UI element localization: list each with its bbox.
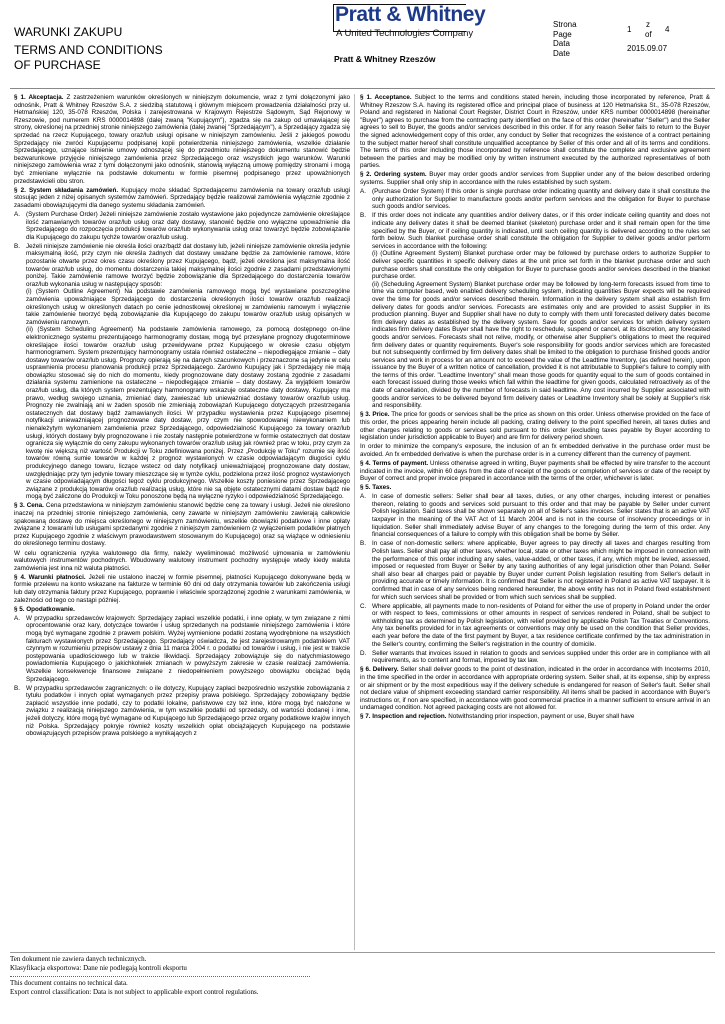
section-text: Jeżeli nie ustalono inaczej w formie pisemnej, płatności Kupującego dokonywane będą w formie przelewu na konto wskazane na fakturze w terminie 60 dni od daty otrzymania towarów lub zakończenia usługi lub daty otrzymania faktury przez Kupującego, poprawnie i właściwie sporządzonej zgodnie z warunkami zamówienia, w zależności od tego co nastąpi później. — [14, 573, 350, 604]
page-label: Page — [553, 29, 572, 39]
polish-column — [14, 94, 350, 950]
section-text: Subject to the terms and conditions stated herein, including those incorporated by reference, Pratt & Whitney Rzeszow S.A. having its registered office and principal place of business at 120 Hetmańska St., 35-078 Rzeszów, Poland and registered in National Court Register, District Court in Rzeszów, under KRS number 0000014898 (hereinafter "Buyer") agrees to purchase from the contracting party identified on the face of this order (hereinafter "Seller") and the Seller agrees to sell to Buyer, the goods and/or services described in this order. If for any reason Seller fails to return to the Buyer the signed acknowledgement copy of this order, any conduct by Seller that recognizes the existence of a contract pertaining to the subject matter hereof shall constitute unqualified acceptance by Seller of this order and all of its terms and conditions. The terms of this order including those incorporated by reference shall constitute the complete and exclusive agreement between the parties and may be modified only by written instrument executed by the authorized representatives of both parties. — [360, 94, 710, 170]
section-heading: § 3. Price. — [360, 411, 390, 419]
section-heading: § 1. Acceptance. — [360, 94, 412, 101]
section-5-pl — [14, 606, 350, 614]
section-text: In order to minimize the company's exposure, the inclusion of an fx embedded derivative in the purchase order must be avoided. An fx embedded derivative is when the purchase order is in a currency different than the currency of payment. — [360, 443, 710, 458]
subclause-i: (i) (System Outline Agreement) Na podstawie zamówienia ramowego mogą być wystawiane poszczególne zamówienia upoważniające Sprzedającego do dostarczenia określonych ilości towarów oraz/lub realizacji określonych usług w określonych datach po cenie jednostkowej określonej w zamówieniu ramowym i wyłącznie takie zamówienie tworzyć będą zobowiązanie dla Kupującego do zakupu towarów oraz/lub usług opisanych w zamówieniu ramowym. — [26, 288, 350, 326]
section-heading: § 3. Cena. — [14, 502, 44, 510]
of-label: of — [645, 29, 652, 39]
section-heading: § 4. Terms of payment. — [360, 459, 429, 467]
terms-body — [10, 94, 715, 950]
clause-5a-pl — [14, 615, 350, 683]
section-text: Kupujący może składać Sprzedającemu zamówienia na towary oraz/lub usługi stosując jeden z niżej opisanych systemów zamówień. Sprzedający będzie realizował zamówienia wyłącznie zgodnie z zasadami obowiązującymi dla danego systemu składania zamówień. — [14, 186, 350, 209]
clause-marker: B. — [14, 684, 20, 692]
company-name: Pratt & Whitney Rzeszów — [334, 54, 436, 64]
section-text: Unless otherwise agreed in writing, Buyer payments shall be effected by wire transfer to the account indicated in the invoice, within 60 days from the date of receipt of the goods or completion of services or date of the receipt by Buyer of correct and proper invoice prepared in accordance with the terms of the order, whichever is later. — [360, 459, 710, 483]
section-2-en — [360, 171, 710, 186]
clause-2a-pl — [14, 211, 350, 241]
title-english-line2: OF PURCHASE — [14, 58, 101, 72]
footer-en-line2: Export control classification: Data is not subject to applicable export control regulations. — [10, 988, 259, 996]
z-label: z — [646, 20, 650, 29]
clause-text: W przypadku sprzedawców zagranicznych: o ile dotyczy, Kupujący zapłaci bezpośrednio wszystkie zobowiązania z tytułu podatków i innych opłat wymaganych przez przepisy prawa polskiego. Sprzedający zobowiązany będzie zapłacić wszystkie inne podatki, czy to podatki lokalne, państwowe czy też inne, które mogą być nałożone w związku z realizacją niniejszego zamówienia, w tym wszelkie podatki od sprzedaży, od wartości dodanej i inne, jeżeli dotyczy, które mogą być wymagane od Kupującego lub Sprzedającego przez organy podatkowe krajów innych niż Polska. Sprzedający pokryje również koszty wszelkich opłat obciążających Kupującego na podstawie obowiązujących przepisów prawa polskiego a wynikających z — [26, 684, 350, 738]
clause-5a-en — [360, 493, 710, 539]
section-heading: § 6. Delivery. — [360, 666, 399, 674]
export-control-footer — [10, 955, 510, 997]
title-english-line1: TERMS AND CONDITIONS — [14, 43, 163, 57]
data-label: Data — [553, 39, 570, 48]
page-number: 1 — [627, 25, 632, 34]
pratt-whitney-logo: Pratt & Whitney — [335, 3, 486, 26]
title-polish: WARUNKI ZAKUPU — [14, 25, 123, 39]
clause-text: Seller warrants that invoices issued in relation to goods and services supplied under this order are in compliance with all requirements, as to content and format, imposed by tax law. — [372, 649, 710, 665]
section-text: Notwithstanding prior inspection, payment or use, Buyer shall have — [448, 713, 635, 721]
content-bottom-rule — [10, 952, 715, 953]
clause-text: In case of non-domestic sellers: where applicable, Buyer agrees to pay directly all taxes and charges resulting from Polish laws. Seller shall pay all other taxes, whether local, state or other taxes which might be imposed in connection with the performance of this order including any sales, value-added, or other taxes, if any, which might be levied, assessed, imposed or requested from Buyer or Seller by any taxing authorities of any legal jurisdiction other than Poland. Seller shall also bear all charges paid or payable by Buyer under current Polish legislation resulting from Seller's default in providing accurate or timely information. It is confirmed that Seller is not registered in Poland as active VAT taxpayer. It is confirmed that in case of any services being rendered hereunder, the above entity has not in Poland fixed establishment for which such services shall be provided or from which such services shall be supplied. — [372, 540, 710, 601]
section-4-pl — [14, 574, 350, 604]
clause-marker: B. — [360, 212, 366, 220]
column-divider — [354, 94, 355, 950]
footer-pl-line1: Ten dokument nie zawiera danych technicznych. — [10, 955, 147, 963]
clause-marker: C. — [360, 602, 367, 610]
clause-text: (System Purchase Order) Jeżeli niniejsze zamówienie zostało wystawione jako pojedyncze zamówienie określające ilość zamawianych towarów oraz/lub usług oraz daty dostawy, stanowić będzie ono wyłączne upoważnienie dla Sprzedającego do rozpoczęcia produkcji towarów oraz/lub wykonywania usług oraz towarzyć będzie zobowiązanie dla Kupującego do zakupu tychże towarów oraz/lub usług. — [26, 210, 350, 241]
clause-2b-en — [360, 212, 710, 409]
section-7-en — [360, 713, 710, 721]
section-1-en — [360, 94, 710, 170]
subclause-i: (i) (Outline Agreement System) Blanket purchase order may be followed by purchase orders to authorize Supplier to deliver specific quantities in specific delivery dates at the unit price set forth in the blanket purchase order and such purchase orders shall constitute the only obligation for Buyer to purchase goods and/or services described in the blanket purchase order. — [372, 250, 710, 281]
section-text: Seller shall deliver goods to the point of destination, indicated in the order in accordance with Incoterms 2010, in the time specified in the order in accordance with appropriate ordering system. Seller shall, at its expense, ship by express or air shipment or by the most expeditious way if the delivery schedule is endangered for reason of Seller's fault. Seller shall not declare value of shipment exceeding standard carrier responsibility. All items shall be packed in accordance with Buyer's instructions or, if non are specified, in accordance with good commercial practice in a manner sufficient to ensure arrival in an undamaged condition. Not agreed packaging costs are not allowed for. — [360, 666, 710, 712]
clause-5c-en — [360, 603, 710, 649]
clause-marker: B. — [14, 242, 20, 250]
footer-pl-line2: Klasyfikacja eksportowa: Dane nie podlegają kontroli eksportu — [10, 964, 187, 972]
clause-marker: B. — [360, 540, 366, 548]
english-column — [360, 94, 710, 950]
clause-text: If this order does not indicate any quantities and/or delivery dates, or if this order indicate ceiling quantity and does not indicate any delivery dates it shall be deemed blanket (skeleton) purchase order and it shall remain open for the time specified by the Buyer, or if ceiling quantity is indicated, until such ceiling quantity is delivered according to the rules set forth below. Such blanket purchase order shall constitute the obligation for Supplier to deliver goods and/or perform services in accordance with the following: — [372, 212, 710, 250]
section-heading: § 1. Akceptacja. — [14, 94, 64, 101]
clause-text: W przypadku sprzedawców krajowych: Sprzedający zapłaci wszelkie podatki, i inne opłaty, w tym związane z nimi oprocentowanie oraz kary, dotyczące towarów i usług sprzedanych na podstawie niniejszego zamówienia i które mogą być wymagane zgodnie z prawem polskim. Wyżej wymienione podatki zostaną wyodrębnione na wszystkich fakturach wystawionych przez Sprzedającego. Sprzedający oświadcza, że jest zarejestrowanym podatnikiem VAT czynnym w rozumieniu przepisów ustawy z dnia 11 marca 2004 r. o podatku od towarów i usług, i nie jest w trakcie postępowania upadłościowego lub w trakcie likwidacji. Sprzedający zobowiązuje się do natychmiastowego powiadomienia Kupującego o jakichkolwiek zmianach w powyższym zakresie w czasie realizacji zamówienia. Wszelkie konsekwencje finansowe związane z niedopełnieniem powyższego obowiązku obciążać będą Sprzedającego. — [26, 614, 350, 683]
clause-text: Where applicable, all payments made to non-residents of Poland for either the use of property in Poland under the order or with respect to fees, commissions or other amounts in respect of services rendered in Poland, shall be subject to withholding tax as determined by Polish legislation, with relief provided by applicable Polish Tax Treaties or Conventions. Any tax benefits provided for in tax agreements or conventions may only be used on the condition that Seller provides, each year before the date of the first payment by Buyer, a tax residence certificate confirmed by the tax administration in the Seller's country, confirming the Seller's registration in the country of domicile. — [372, 602, 710, 648]
section-text: The price for goods or services shall be the price as shown on this order. Unless otherwise provided on the face of this order, the prices appearing herein include all packing, crating delivery to the point specified herein, all taxes duties and other charges relating to goods or services sold pursuant to this order (excluding taxes payable by Buyer according to legislation under jurisdiction applicable to Buyer) and are firm for delivery period shown. — [360, 411, 710, 442]
clause-5b-en — [360, 540, 710, 601]
clause-marker: D. — [360, 649, 367, 657]
clause-5b-pl — [14, 685, 350, 738]
header-divider — [10, 88, 715, 89]
section-heading: § 2. Ordering system. — [360, 171, 427, 179]
section-2-pl — [14, 187, 350, 210]
section-heading: § 7. Inspection and rejection. — [360, 713, 447, 721]
footer-separator — [10, 976, 310, 977]
date-label: Date — [553, 48, 570, 58]
section-3-en-cont — [360, 443, 710, 458]
clause-text: In case of domestic sellers: Seller shall bear all taxes, duties, or any other charges, including interest or penalties thereon, relating to goods and services sold pursuant to this order and that may be payable by Seller under current Polish legislation. Said taxes shall be shown separately on all of Seller's sales invoices. Seller states that is an active VAT taxpayer in the meaning of the VAT Act of 11 March 2004 and is not in the course of insolvency proceedings or in liquidation. Seller shall immediately advise Buyer of any changes to the foregoing during the term of this order. Any financial consequences of a failure to comply with this obligation shall be borne by Seller. — [372, 493, 710, 539]
clause-marker: A. — [14, 210, 20, 218]
section-heading: § 2. System składania zamówień. — [14, 186, 119, 194]
section-5-en — [360, 484, 710, 492]
clause-2b-pl — [14, 243, 350, 501]
clause-text: (Purchase Order System) If this order is single purchase order indicating quantity and delivery date it shall constitute the only authorization for Supplier to manufacture goods and/or perform services and the obligation for Buyer to purchase such goods and/or services. — [372, 188, 710, 211]
page-total: 4 — [665, 25, 670, 34]
section-heading: § 4. Warunki płatności. — [14, 573, 86, 581]
section-heading: § 5. Taxes. — [360, 484, 392, 492]
clause-marker: A. — [14, 614, 20, 622]
section-3-en — [360, 411, 710, 441]
document-header — [0, 0, 725, 90]
section-1-pl — [14, 94, 350, 185]
clause-text: Jeżeli niniejsze zamówienie nie określa ilości oraz/bądź dat dostawy lub, jeżeli niniejsze zamówienie określa jedynie maksymalną ilość, przy czym nie określa żadnych dat dostawy uważane będzie za zamówienie ramowe, które pozostanie otwarte przez okres czasu określony przez Kupującego, bądź, jeżeli określona jest maksymalna ilość towarów oraz/lub usług, do momentu dostarczenia takiej maksymalnej ilości zgodnie z zasadami przedstawionymi poniżej. Takie zamówienie ramowe tworzyć będzie zobowiązanie dla Sprzedającego do dostarczenia towarów oraz/lub wykonania usług w następujący sposób: — [26, 242, 350, 288]
footer-en-line1: This document contains no technical data. — [10, 979, 128, 987]
logo-subtitle: A United Technologies Company — [336, 28, 474, 39]
date-value: 2015.09.07 — [627, 44, 668, 53]
section-4-en — [360, 460, 710, 483]
section-6-en — [360, 666, 710, 712]
subclause-ii: (ii) (System Scheduling Agreement) Na podstawie zamówienia ramowego, za pomocą dostępnego on-line elektronicznego systemu prezentującego harmonogramy dostaw, mogą być przesyłane prognozy długoterminowe określające ilości towarów oraz/lub usług przewidywane przez Kupującego w okresie czasu objętym harmonogramem. System prezentujący harmonogramy ustala również ostateczne – niepodlegające zmianie – daty dostawy towarów oraz/lub usług. Prognozy opierają się na danych szacunkowych i przeznaczone są jedynie w celu usprawnienia procesu planowania produkcji przez Sprzedającego. Zarówno Kupujący jak i Sprzedający nie mają obowiązku stosować się do nich do momentu, kiedy prognozowane daty dostawy zostaną zgodnie z zasadami działania systemu zamienione na ostateczne – niepodlegające zmianie – daty dostawy. Za wyjątkiem towarów oraz/lub usług, dla których system prezentujący harmonogramy wskazuje ostateczne daty dostawy, Kupujący ma prawo, według swojego uznania, zmieniać daty, zawieszać lub unieważniać dostawy towarów oraz/lub usług. Prognozy nie zwalniają ani w żaden sposób nie zmieniają zobowiązań Kupującego dotyczących przestrzegania ostatecznych dat dostawy bądź zamawianych ilości. W przypadku wystawienia przez Kupującego pisemnej notyfikacji unieważniającej prognozowane daty dostaw, przy czym nie spowodowanej niewykonaniem lub nienależytym wykonaniem zamówienia przez Sprzedającego, odpowiedzialność Kupującego za towary oraz/lub usługi, których dostawy były prognozowane i nie zostały następnie potwierdzone w formie ostatecznych dat dostaw ogranicza się wyłącznie do ceny zakupu wykonanych towarów oraz/lub usług jak również prac w toku, przy czym za kwotę nie większą niż wartość Produkcji w Toku zdefiniowana poniżej. Przez „Produkcję w Toku" rozumie się ilość towarów równą sumie towarów w każdej z prognoz wystawionych w czasie odpowiadającym długości cyklu produkcyjnego danego towaru, liczące wstecz od daty notyfikacji unieważniającej prognozowane daty dostaw, uwzględniając przy tym jedynie towary mieszczące się w tymże cyklu, podzielona przez ilość prognoz wystawionych w czasie odpowiadającym długości tegoż cyklu produkcyjnego. Wszelkie koszty poniesione przez Sprzedającego związane z produkcją towarów oraz/lub realizacją usług, które nie są objęte ostatecznymi datami dostaw bądź nie mogą być zaliczone do Produkcji w Toku ponoszone będą na wyłączne ryzyko i odpowiedzialność Sprzedającego. — [26, 326, 350, 501]
section-heading: § 5. Opodatkowanie. — [14, 605, 75, 613]
clause-5d-en — [360, 650, 710, 665]
section-text: Z zastrzeżeniem warunków określonych w niniejszym dokumencie, wraz z tymi dołączonymi jako odnośnik, Pratt & Whitney Rzeszów S.A. z siedzibą statutową i głównym miejscem prowadzenia działalności przy ul. Hetmańskiej 120, 35-078 Rzeszów, Polska i zarejestrowana w Krajowym Rejestrze Sądowym, Sąd Rejonowy w Rzeszowie, pod numerem KRS 0000014898 (dalej zwaną "Kupującym"), zgadza się na zakup od umawiającej się strony, określonej na przedniej stronie niniejszego zamówienia (dalej zwanej "Sprzedającym"), a Sprzedający zgadza się sprzedać na rzecz Kupującego, towary oraz/lub usługi opisane w niniejszym zamówieniu. Jeśli z jakiegoś powodu Sprzedający nie zwróci Kupującemu podpisanej kopii potwierdzenia niniejszego zamówienia, wszelkie działanie Sprzedającego, uznające istnienie umowy odnoszącej się do przedmiotu niniejszego dokumentu stanowić będzie bezwarunkowe przyjęcie niniejszego zamówienia przez Sprzedającego oraz wszystkich jego warunków. Warunki niniejszego zamówienia wraz z tymi dołączonymi jako odnośnik, stanowią wyłączną umowę pomiędzy stronami i mogą być zmieniane wyłącznie na podstawie dokumentu w formie pisemnej podpisanego przez upoważnionych przedstawicieli obu stron. — [14, 94, 350, 185]
section-3-pl — [14, 502, 350, 548]
subclause-ii: (ii) (Scheduling Agreement System) Blanket purchase order may be followed by long-term forecasts issued from time to time via computer based, web enabled delivery scheduling system, indicating quantities Buyer expects will be required over the time for goods and/or services described therein. Information in the delivery system shall also establish firm delivery dates for goods and/or services. Forecasts are estimates only and are provided to assist Supplier in its production planning. Buyer and Supplier shall have no duty to comply with them until forecasted delivery dates become firm delivery dates as established by the delivery system. Save for goods and/or services for which delivery system indicates firm delivery dates Buyer shall have the right to reschedule, suspend or cancel, at its discretion, any forecasted goods and/or services. Forecasts shall not relive, modify, or otherwise alter Supplier's obligations to meet the required firm delivery dates or quantity requirements. Buyer's sole responsibility for goods and/or services which are forecasted but not subsequently confirmed by firm delivery dates shall be limited to the obligation to purchase finished goods and/or services and work in process for an amount not to exceed the value of the Leadtime Inventory, (as defined herein), upon issuance by the Buyer of a written notice of cancellation, provided it is not attributable to Supplier's failure to comply with the terms of this order. "Leadtime Inventory" shall mean those goods for quantity equal to the sum of goods contained in each forecast issued during those weeks which fall within the leadtime for given goods, calculated retroactively as of the date of cancellation, divided by the number of forecasts in said leadtime. Any cost incurred by Supplier associated with goods and/or services to be delivered beyond firm delivery dates or Leadtime Inventory shall be solely at Supplier's risk and responsibility. — [372, 280, 710, 410]
strona-label: Strona — [553, 20, 577, 29]
clause-marker: A. — [360, 493, 366, 501]
section-text: Cena przedstawiona w niniejszym zamówieniu stanowić będzie cenę za towary i usługi. Jeżeli nie określono inaczej na przedniej stronie niniejszego zamówienia, ceny zawarte w niniejszym zamówieniu zawierają całkowicie spakowaną dostawę do miejsca określonego w niniejszym zamówieniu, wszelkie obowiązki podatkowe i inne opłaty związane z towarami lub usługami sprzedanymi zgodnie z niniejszym zamówieniem (z wyłączeniem podatków płatnych przez Kupującego zgodnie z właściwym prawodawstwem stosowanym do Kupującego) oraz są wiążące w odniesieniu do określonego terminu dostawy. — [14, 502, 350, 548]
section-3-pl-cont — [14, 550, 350, 573]
section-text: Buyer may order goods and/or services from Supplier under any of the below described ordering systems. Supplier shall only ship in accordance with the rules established by such system. — [360, 171, 710, 187]
clause-marker: A. — [360, 188, 366, 196]
clause-2a-en — [360, 188, 710, 211]
section-text: W celu ograniczenia ryzyka walutowego dla firmy, należy wyeliminować możliwość ujmowania w zamówieniu walutowych instrumentów pochodnych. Wbudowany walutowy instrument pochodny występuje wtedy kiedy waluta zamówienia jest inna niż waluta płatności. — [14, 549, 350, 572]
